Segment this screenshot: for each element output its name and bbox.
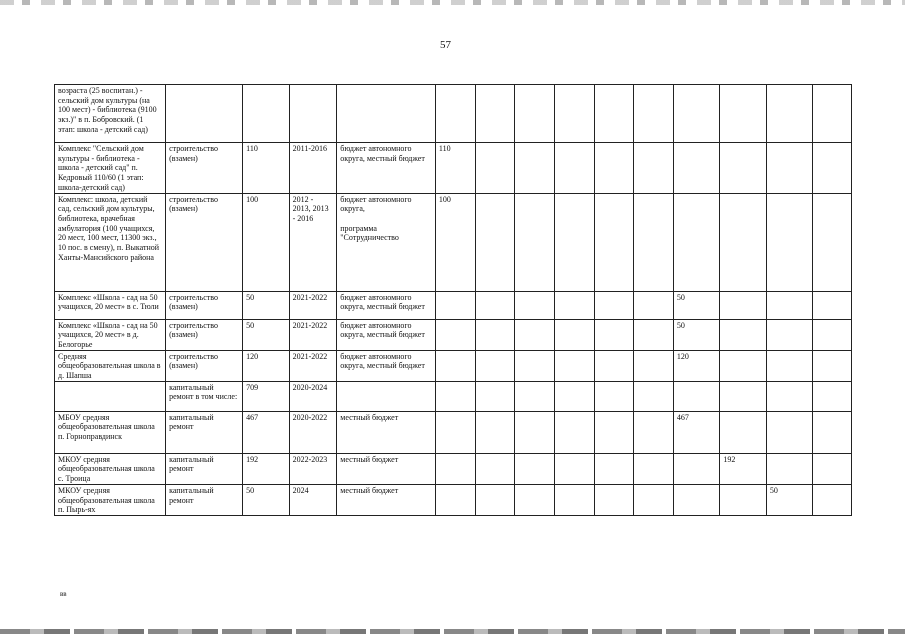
cell-value bbox=[813, 411, 852, 453]
cell-years bbox=[289, 85, 337, 143]
cell-value bbox=[813, 143, 852, 194]
cell-value bbox=[554, 484, 594, 515]
cell-value bbox=[720, 319, 766, 350]
table-row bbox=[55, 411, 852, 453]
cell-value bbox=[435, 381, 475, 411]
cell-value bbox=[435, 319, 475, 350]
cell-value bbox=[435, 350, 475, 381]
cell-value bbox=[594, 319, 634, 350]
cell-value bbox=[515, 85, 555, 143]
cell-value bbox=[435, 484, 475, 515]
cell-value bbox=[720, 193, 766, 291]
cell-value bbox=[720, 143, 766, 194]
cell-type: капитальный ремонт в том числе: bbox=[166, 381, 243, 411]
cell-value bbox=[554, 319, 594, 350]
cell-value bbox=[554, 291, 594, 319]
cell-capacity: 192 bbox=[243, 453, 289, 484]
cell-value bbox=[594, 381, 634, 411]
cell-value bbox=[766, 291, 812, 319]
cell-years: 2021-2022 bbox=[289, 291, 337, 319]
cell-value bbox=[475, 350, 515, 381]
table-row bbox=[55, 85, 852, 143]
cell-value bbox=[673, 453, 719, 484]
cell-type: строительство (взамен) bbox=[166, 193, 243, 291]
cell-value bbox=[515, 484, 555, 515]
cell-capacity: 50 bbox=[243, 484, 289, 515]
cell-source bbox=[337, 381, 436, 411]
cell-source bbox=[337, 85, 436, 143]
cell-value bbox=[813, 291, 852, 319]
cell-name: возраста (25 воспитан.) - сельский дом культуры (на 100 мест) - библиотека (9100 экз.)" в п. Бобровский. (1 этап: школа - детский сад) bbox=[55, 85, 166, 143]
cell-value: 50 bbox=[766, 484, 812, 515]
table-row bbox=[55, 193, 852, 291]
cell-capacity: 50 bbox=[243, 319, 289, 350]
cell-value bbox=[720, 484, 766, 515]
cell-value: 110 bbox=[435, 143, 475, 194]
cell-source: бюджет автономного округа, программа "Сотрудничество bbox=[337, 193, 436, 291]
cell-value bbox=[634, 193, 674, 291]
cell-value bbox=[515, 319, 555, 350]
cell-years: 2022-2023 bbox=[289, 453, 337, 484]
cell-value bbox=[634, 143, 674, 194]
cell-value bbox=[475, 484, 515, 515]
cell-name: МКОУ средняя общеобразовательная школа п. Пырь-ях bbox=[55, 484, 166, 515]
cell-value bbox=[634, 381, 674, 411]
cell-capacity: 110 bbox=[243, 143, 289, 194]
cell-value: 120 bbox=[673, 350, 719, 381]
cell-value bbox=[594, 453, 634, 484]
cell-value bbox=[594, 193, 634, 291]
cell-value bbox=[720, 291, 766, 319]
cell-source: местный бюджет bbox=[337, 411, 436, 453]
cell-value bbox=[554, 85, 594, 143]
cell-value bbox=[813, 381, 852, 411]
cell-name: Комплекс: школа, детский сад, сельский дом культуры, библиотека, врачебная амбулатория (100 учащихся, 20 мест, 100 мест, 11300 экз., 10 пос. в смену), п. Выкатной Ханты-Мансийского района bbox=[55, 193, 166, 291]
cell-capacity: 120 bbox=[243, 350, 289, 381]
table-row bbox=[55, 350, 852, 381]
cell-value: 467 bbox=[673, 411, 719, 453]
cell-value bbox=[475, 85, 515, 143]
cell-years: 2020-2022 bbox=[289, 411, 337, 453]
cell-value bbox=[435, 411, 475, 453]
cell-value bbox=[594, 85, 634, 143]
cell-value bbox=[475, 143, 515, 194]
cell-value bbox=[435, 453, 475, 484]
cell-value: 100 bbox=[435, 193, 475, 291]
cell-value bbox=[766, 319, 812, 350]
cell-value bbox=[766, 350, 812, 381]
cell-value bbox=[594, 350, 634, 381]
cell-value bbox=[766, 411, 812, 453]
program-table bbox=[54, 84, 852, 516]
cell-source: бюджет автономного округа, местный бюджет bbox=[337, 350, 436, 381]
table-row bbox=[55, 453, 852, 484]
cell-name: МБОУ средняя общеобразовательная школа п. Горноправдинск bbox=[55, 411, 166, 453]
cell-value bbox=[554, 193, 594, 291]
cell-value bbox=[673, 193, 719, 291]
cell-value bbox=[720, 411, 766, 453]
cell-name: МКОУ средняя общеобразовательная школа с. Троица bbox=[55, 453, 166, 484]
cell-value bbox=[634, 411, 674, 453]
cell-capacity: 709 bbox=[243, 381, 289, 411]
cell-years: 2021-2022 bbox=[289, 319, 337, 350]
cell-value bbox=[634, 350, 674, 381]
cell-value bbox=[594, 291, 634, 319]
cell-name: Комплекс "Сельский дом культуры - библиотека - школа - детский сад" п. Кедровый 110/60 (1 этап: школа-детский сад) bbox=[55, 143, 166, 194]
page-number: 57 bbox=[440, 39, 451, 51]
cell-source: местный бюджет bbox=[337, 484, 436, 515]
cell-value bbox=[554, 381, 594, 411]
cell-value bbox=[634, 484, 674, 515]
scan-edge-bottom bbox=[0, 629, 905, 634]
cell-value bbox=[766, 381, 812, 411]
cell-name: Комплекс «Школа - сад на 50 учащихся, 20 мест» в д. Белогорье bbox=[55, 319, 166, 350]
cell-value bbox=[766, 143, 812, 194]
cell-type: капитальный ремонт bbox=[166, 453, 243, 484]
cell-value bbox=[673, 143, 719, 194]
cell-years: 2021-2022 bbox=[289, 350, 337, 381]
cell-years: 2024 bbox=[289, 484, 337, 515]
cell-type bbox=[166, 85, 243, 143]
cell-type: строительство (взамен) bbox=[166, 350, 243, 381]
cell-value bbox=[554, 411, 594, 453]
cell-value bbox=[813, 193, 852, 291]
cell-value bbox=[515, 453, 555, 484]
cell-value bbox=[720, 85, 766, 143]
cell-value bbox=[475, 381, 515, 411]
cell-value bbox=[475, 193, 515, 291]
scan-edge-top bbox=[0, 0, 905, 5]
table-row bbox=[55, 143, 852, 194]
cell-type: капитальный ремонт bbox=[166, 411, 243, 453]
table-row bbox=[55, 291, 852, 319]
table-row bbox=[55, 381, 852, 411]
cell-value bbox=[813, 484, 852, 515]
cell-value bbox=[813, 453, 852, 484]
cell-value bbox=[515, 350, 555, 381]
cell-capacity bbox=[243, 85, 289, 143]
cell-value bbox=[813, 350, 852, 381]
cell-years: 2012 - 2013, 2013 - 2016 bbox=[289, 193, 337, 291]
cell-value bbox=[594, 484, 634, 515]
cell-value bbox=[554, 453, 594, 484]
cell-type: строительство (взамен) bbox=[166, 319, 243, 350]
cell-years: 2020-2024 bbox=[289, 381, 337, 411]
cell-value bbox=[515, 143, 555, 194]
cell-value bbox=[475, 411, 515, 453]
cell-years: 2011-2016 bbox=[289, 143, 337, 194]
cell-value bbox=[515, 291, 555, 319]
cell-value bbox=[813, 85, 852, 143]
cell-value bbox=[634, 453, 674, 484]
cell-value bbox=[475, 453, 515, 484]
cell-capacity: 100 bbox=[243, 193, 289, 291]
cell-source: бюджет автономного округа, местный бюджет bbox=[337, 291, 436, 319]
cell-value bbox=[475, 291, 515, 319]
cell-value bbox=[634, 291, 674, 319]
cell-capacity: 467 bbox=[243, 411, 289, 453]
cell-value bbox=[673, 484, 719, 515]
cell-value bbox=[594, 411, 634, 453]
cell-value bbox=[475, 319, 515, 350]
cell-source: бюджет автономного округа, местный бюджет bbox=[337, 143, 436, 194]
cell-value bbox=[673, 85, 719, 143]
cell-value bbox=[634, 319, 674, 350]
cell-value bbox=[720, 381, 766, 411]
cell-value: 50 bbox=[673, 319, 719, 350]
cell-source: бюджет автономного округа, местный бюджет bbox=[337, 319, 436, 350]
cell-value bbox=[435, 85, 475, 143]
cell-value bbox=[594, 143, 634, 194]
cell-source: местный бюджет bbox=[337, 453, 436, 484]
cell-value bbox=[515, 411, 555, 453]
cell-value bbox=[766, 85, 812, 143]
footer-code: вв bbox=[60, 590, 67, 598]
cell-value bbox=[720, 350, 766, 381]
cell-value bbox=[554, 143, 594, 194]
cell-value bbox=[766, 453, 812, 484]
cell-type: капитальный ремонт bbox=[166, 484, 243, 515]
cell-value bbox=[554, 350, 594, 381]
cell-value: 192 bbox=[720, 453, 766, 484]
cell-name: Средняя общеобразовательная школа в д. Шапша bbox=[55, 350, 166, 381]
table-row bbox=[55, 319, 852, 350]
cell-name: Комплекс «Школа - сад на 50 учащихся, 20 мест» в с. Тюли bbox=[55, 291, 166, 319]
cell-name bbox=[55, 381, 166, 411]
cell-value bbox=[515, 193, 555, 291]
cell-value bbox=[766, 193, 812, 291]
cell-value: 50 bbox=[673, 291, 719, 319]
cell-value bbox=[673, 381, 719, 411]
cell-type: строительство (взамен) bbox=[166, 291, 243, 319]
cell-value bbox=[813, 319, 852, 350]
cell-type: строительство (взамен) bbox=[166, 143, 243, 194]
table-row bbox=[55, 484, 852, 515]
cell-capacity: 50 bbox=[243, 291, 289, 319]
cell-value bbox=[435, 291, 475, 319]
cell-value bbox=[634, 85, 674, 143]
cell-value bbox=[515, 381, 555, 411]
